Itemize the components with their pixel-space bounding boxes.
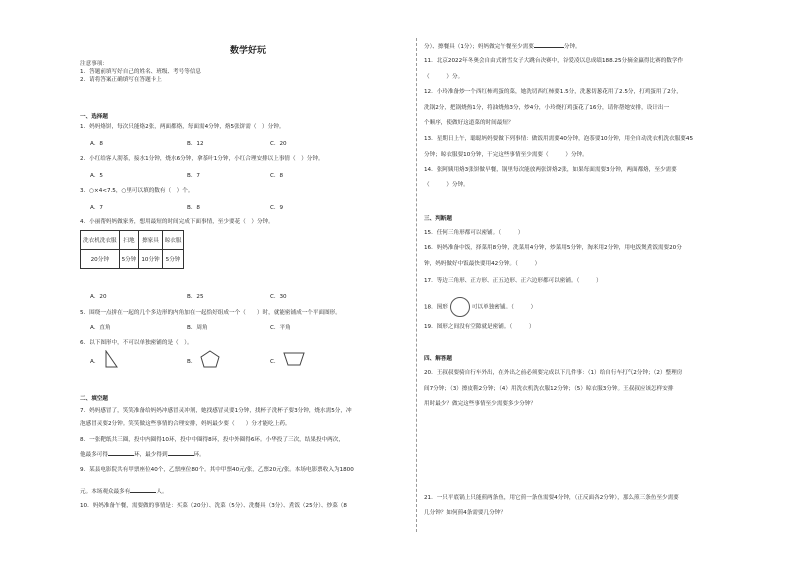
notice-item: 2．请将答案正确填写在答题卡上: [80, 77, 162, 83]
section-heading: 一、选择题: [80, 114, 108, 120]
question-9-cont: [80, 486, 168, 496]
question-7-cont: 泡感冒灵要2分钟。笑笑做这些事情的合理安排，妈妈最少要（ ）分才能吃上药。: [80, 421, 291, 427]
text: 他最多可得: [80, 452, 108, 458]
trapezoid-icon: [283, 352, 305, 366]
question-21: 21．一只平底锅上只能煎两条鱼，用它煎一条鱼需要4分钟，（正反面各2分钟），那么煎三条鱼至少需要: [424, 495, 679, 501]
question-14: 14．张阿姨用烙3张饼做早餐，锅里每次能放两张饼烙2张，如果每面需要3分钟，两面都烙，至少需要: [424, 167, 677, 173]
text: 元。本场观众最多有: [80, 489, 131, 495]
chores-table: [80, 230, 184, 269]
question-13: 13．星期日上午，聪聪妈妈要做下列事情：做饭用需要40分钟，泡茶要10分钟，用全自动洗衣机洗衣服要45: [424, 136, 694, 142]
question-16-cont: 钟，妈妈做好中饭最快要用42分钟。（ ）: [424, 261, 541, 267]
question-5: 5．围绕一点拼在一起的几个多边形的内角加在一起恰好组成一个（ ）时，就能密铺成一个平面图形。: [80, 310, 341, 316]
text: 环。: [193, 452, 205, 458]
question-12-cont: 个顺序，使做好这道菜的时间最短？: [424, 120, 514, 126]
table-cell: 擦家具: [139, 231, 162, 250]
table-cell: 洗衣机洗衣服: [81, 231, 120, 250]
question-10-cont: [424, 41, 581, 51]
question-18: [424, 297, 536, 318]
question-8-cont: [80, 449, 205, 459]
question-2: 2．小红给客人沏茶，接水1分钟，烧水6分钟，拿茶叶1分钟，小红合理安排以上事情（ ）分钟。: [80, 156, 324, 162]
table-cell: 10分钟: [139, 250, 162, 269]
option-c: C．9: [270, 205, 284, 211]
question-15: 15．任何三角形都可以密铺。（ ）: [424, 230, 524, 236]
question-21-cont: 几分钟？如何煎4条需要几分钟？: [424, 510, 506, 516]
question-12-cont: 洗锅2分，把锅烧热1分，将油烧热3分，炒4分，小玲烧打鸡蛋花了16分，请你帮她安排，设计出一: [424, 105, 670, 111]
table-cell: 5分钟: [119, 250, 139, 269]
question-1: 1．妈妈烙饼，每次只能烙2张，两面都烙，每面需4分钟，烙5张饼需（ ）分钟。: [80, 124, 285, 130]
text: 可以单独密铺。（ ）: [471, 304, 537, 311]
table-cell: 20分钟: [81, 250, 120, 269]
circle-shape-icon: [450, 297, 470, 317]
option-a: A．直角: [90, 325, 111, 331]
answer-blank[interactable]: [130, 486, 156, 493]
option-c: C．8: [270, 173, 284, 179]
option-a: A．8: [90, 141, 103, 147]
answer-blank[interactable]: [168, 449, 194, 456]
column-divider: [416, 38, 417, 532]
question-4: 4．小丽帮妈妈做家务，想用最短的时间完成下面事情，至少要花（ ）分钟。: [80, 219, 274, 225]
option-b: B．12: [187, 141, 204, 147]
table-cell: 晾衣服: [162, 231, 184, 250]
text: 环，最少得到: [133, 452, 168, 458]
option-a: A．: [90, 359, 100, 365]
option-a: A．5: [90, 173, 103, 179]
question-19: 19．图形之间没有空隙就是密铺。（ ）: [424, 324, 535, 330]
answer-blank[interactable]: [108, 449, 134, 456]
question-7: 7．妈妈感冒了，笑笑准备给妈妈冲感冒灵冲剂，她找感冒灵要1分钟，找杯子洗杯子要3分钟，烧水需5分，冲: [80, 408, 352, 414]
option-b: B．25: [187, 294, 204, 300]
right-triangle-icon: [104, 350, 118, 368]
question-20: 20．王叔叔要骑自行车外出，在外出之前必须要完成以下几件事：（1）给自行车打气2分钟；（2）整理房: [424, 370, 683, 376]
option-c: C．30: [270, 294, 287, 300]
table-header-row: [81, 231, 184, 250]
option-b: B．8: [187, 205, 200, 211]
question-8: 8．一张靶纸共三圈，投中内圈得10环，投中中圈得8环，投中外圈得6环。小华投了三次，结果投中两次，: [80, 437, 344, 443]
question-10: 10．妈妈准备午餐，需要做的事情是：买菜（20分）、洗菜（5分）、洗餐具（3分）、煮饭（25分）、炒菜（8: [80, 503, 347, 509]
pentagon-icon: [200, 350, 220, 368]
page-title: 数学好玩: [230, 46, 267, 56]
text: 18．图形: [424, 304, 448, 311]
answer-blank[interactable]: [534, 41, 564, 48]
question-14-cont: （ ）分钟。: [424, 182, 469, 188]
option-a: A．20: [90, 294, 107, 300]
question-13-cont: 分钟；晾衣服要10分钟，干完这些事情至少需要（ ）分钟。: [424, 152, 588, 158]
section-heading: 四、解答题: [424, 356, 452, 362]
table-cell: 扫地: [119, 231, 139, 250]
option-c: C．平角: [270, 325, 291, 331]
question-9: 9．某县电影院共有甲票座位40个，乙票座位80个。其中甲票40元/张，乙票20元/张。本场电影票收入为1800: [80, 467, 354, 473]
question-17: 17．等边三角形、正方形、正五边形、正六边形都可以密铺。（ ）: [424, 278, 602, 284]
notice-item: 1．答题前填写好自己的姓名、班级、考号等信息: [80, 69, 202, 75]
text: 分）、擦餐具（1分）；妈妈做完午餐至少需要: [424, 44, 534, 50]
question-11-cont: （ ）分。: [424, 74, 464, 80]
table-row: [81, 250, 184, 269]
question-12: 12．小玲准备炒一个西红柿鸡蛋的菜，她洗切西红柿要1.5分，洗葱切葱花用了2.5分，打鸡蛋用了2分，: [424, 89, 682, 95]
section-heading: 三、判断题: [424, 216, 452, 222]
option-a: A．7: [90, 205, 103, 211]
question-20-cont: 间7分钟；（3）擦皮鞋2分钟；（4）用洗衣机洗衣服12分钟；（5）晾衣服3分钟。王叔叔应该怎样安排: [424, 386, 674, 392]
notice-heading: 注意事项：: [80, 61, 108, 67]
option-b: B．: [187, 359, 197, 365]
question-6: 6．以下图形中，不可以单独密铺的是（ ）。: [80, 340, 193, 346]
question-3: 3．○×4<7.5，○里可以填的数有（ ）个。: [80, 188, 194, 194]
option-b: B．周角: [187, 325, 208, 331]
option-c: C．20: [270, 141, 287, 147]
table-cell: 5分钟: [162, 250, 184, 269]
text: 分钟。: [563, 44, 581, 50]
question-16: 16．妈妈准备中饭，择菜用8分钟，洗菜用4分钟，炒菜用5分钟，淘米用2分钟，用电饭煲煮饭需要20分: [424, 245, 682, 251]
text: 人。: [156, 489, 168, 495]
section-heading: 二、填空题: [80, 396, 108, 402]
question-20-cont: 用时最少？做完这些事情至少需要多少分钟？: [424, 401, 536, 407]
option-b: B．7: [187, 173, 200, 179]
option-c: C．: [270, 359, 280, 365]
question-11: 11．北京2022年冬奥会自由式滑雪女子大跳台决赛中，谷爱凌以总成绩188.25分摘金赢得比赛的数学作: [424, 58, 684, 64]
